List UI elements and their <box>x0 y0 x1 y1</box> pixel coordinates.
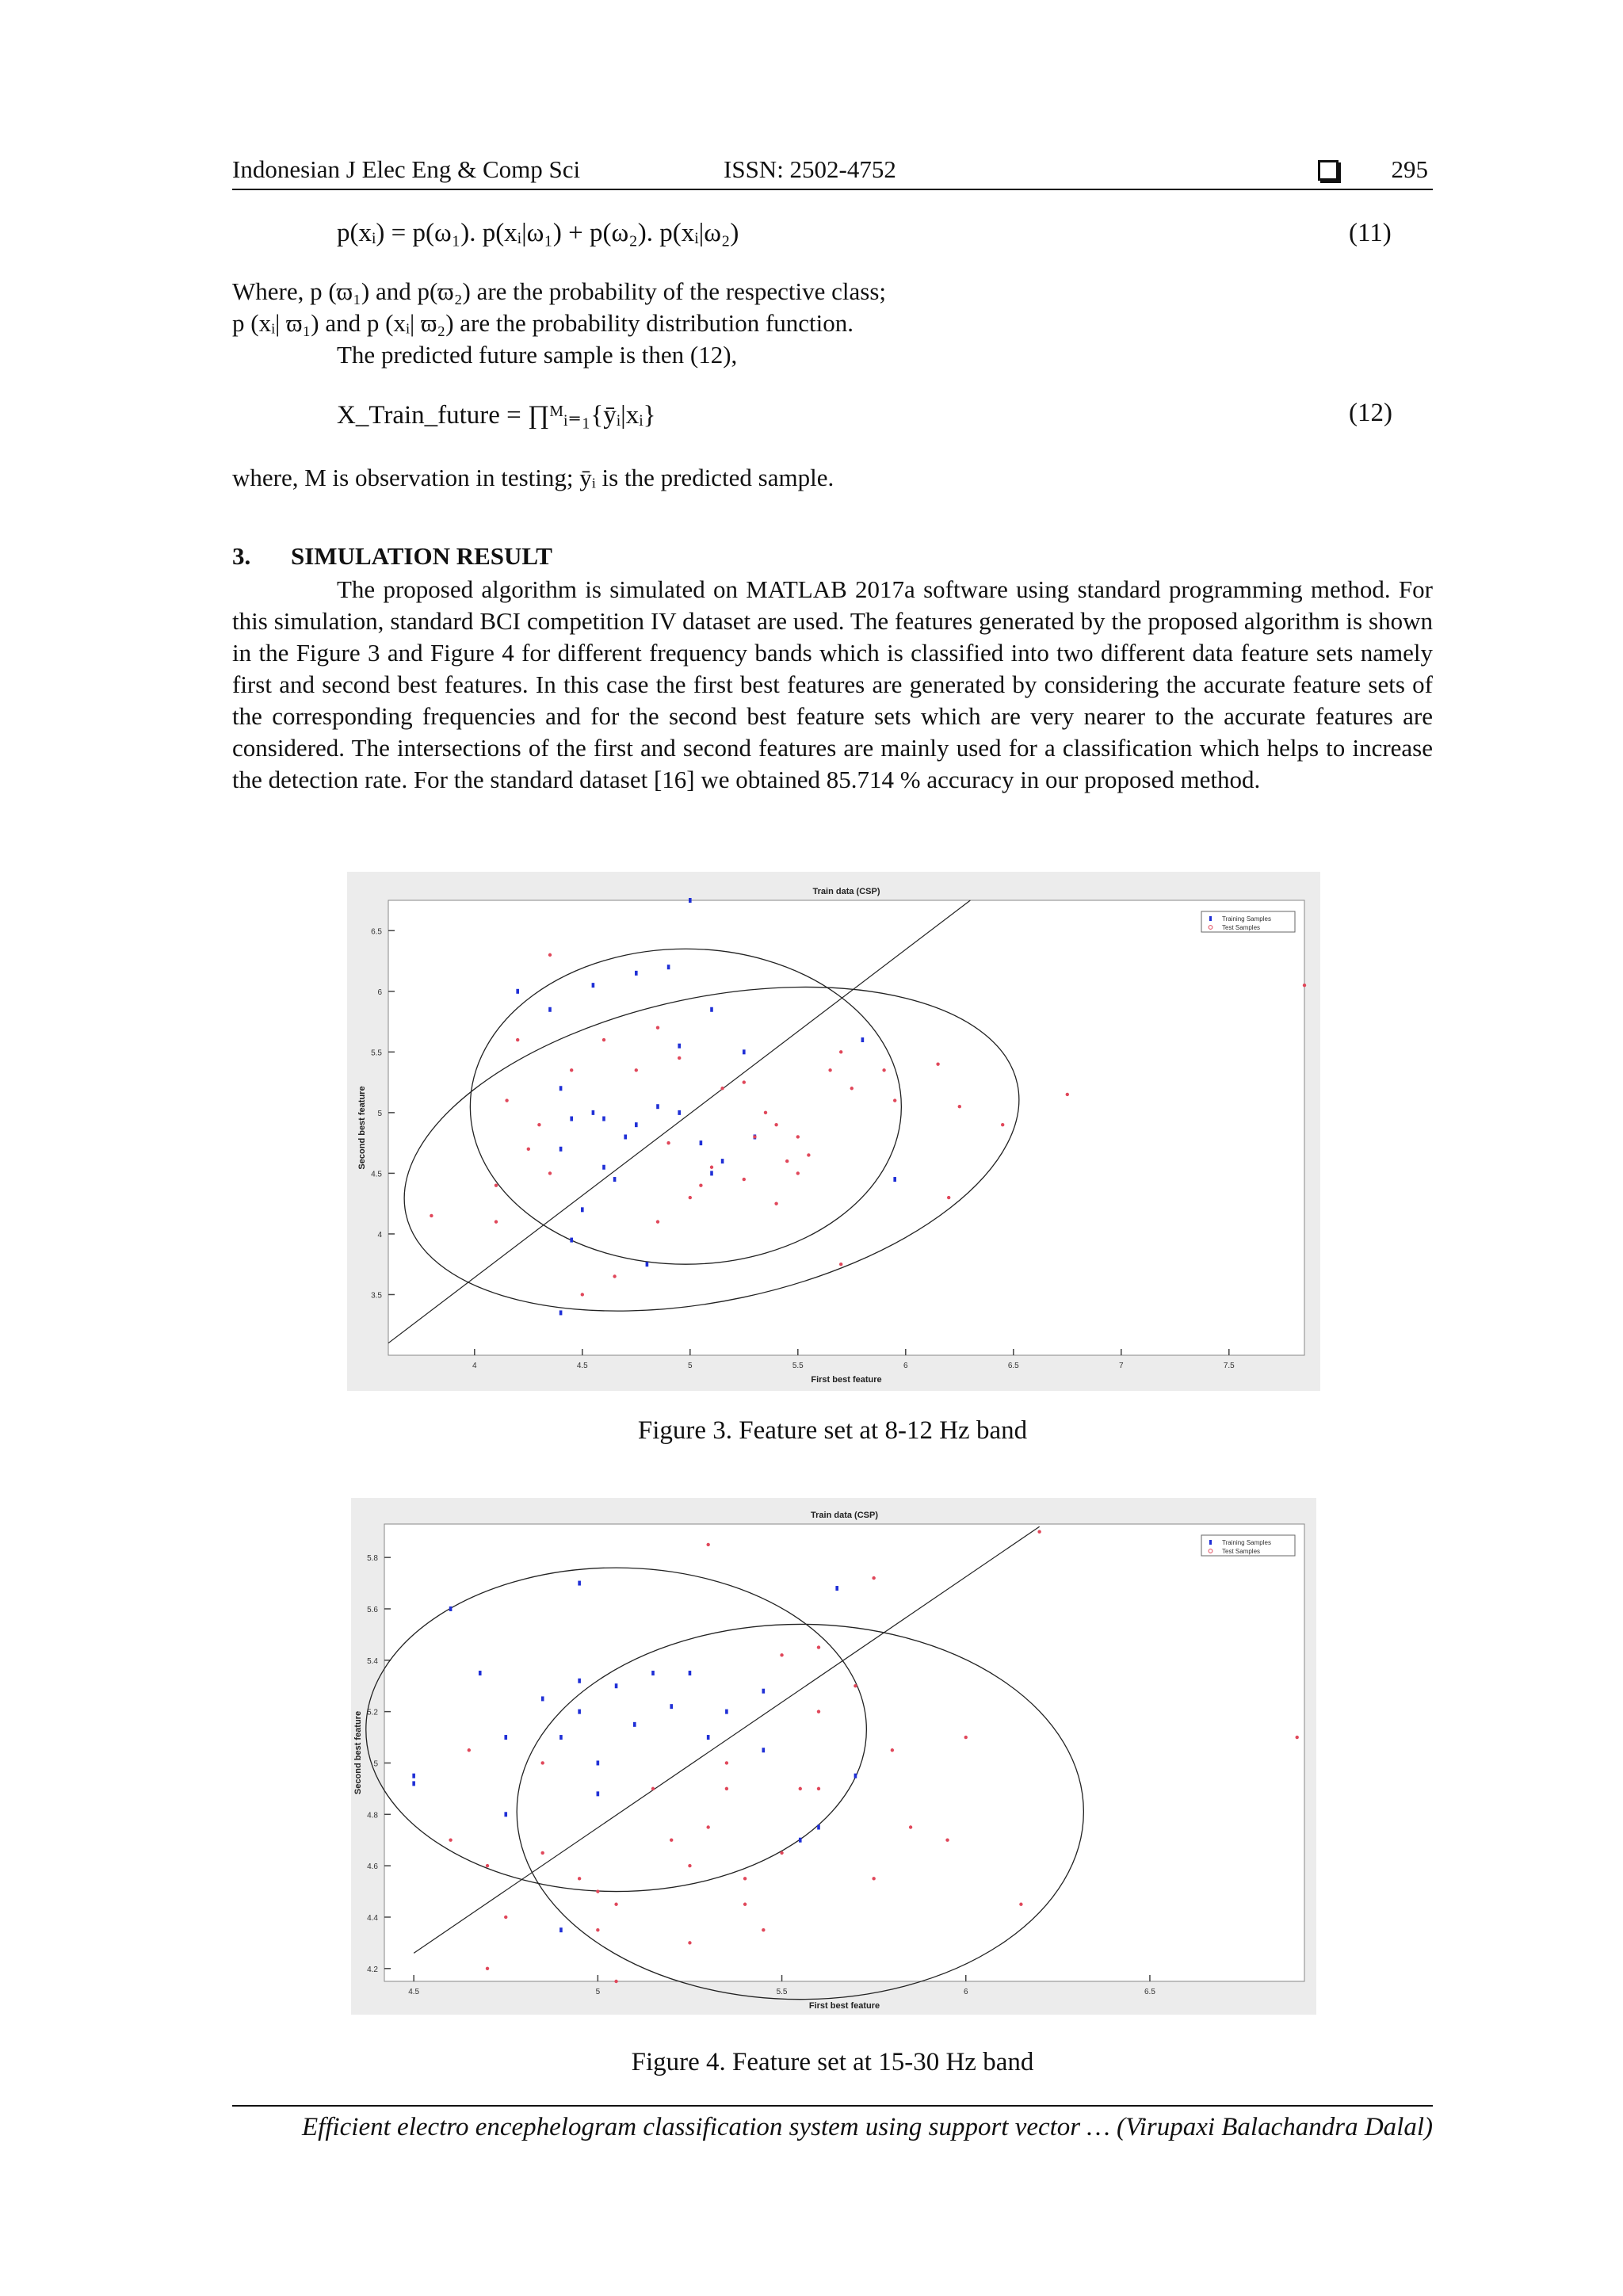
test-sample-point <box>548 1171 552 1175</box>
test-sample-point <box>614 1980 617 1983</box>
test-sample-point <box>706 1825 709 1828</box>
test-sample-point <box>936 1062 939 1065</box>
figure-4-caption: Figure 4. Feature set at 15-30 Hz band <box>631 2048 1034 2076</box>
y-tick-label: 6.5 <box>371 927 382 937</box>
test-sample-point <box>678 1056 681 1060</box>
test-sample-point <box>725 1761 728 1764</box>
test-sample-point <box>505 1098 508 1102</box>
section-paragraph <box>232 574 1433 796</box>
x-tick-label: 6.5 <box>1144 1988 1155 1996</box>
test-sample-point <box>958 1105 961 1108</box>
test-sample-point <box>725 1787 728 1790</box>
legend-training-marker <box>1209 916 1212 921</box>
issn: ISSN: 2502-4752 <box>724 155 896 183</box>
test-sample-point <box>850 1087 854 1090</box>
predicted-line: The predicted future sample is then (12), <box>337 341 738 369</box>
plot-area <box>384 1524 1304 1981</box>
footer-text: Efficient electro encephelogram classification system using support vector … (Virupaxi Balachandra Dalal) <box>302 2113 1433 2141</box>
x-axis-label: First best feature <box>808 2001 880 2011</box>
training-sample-point <box>548 1007 552 1012</box>
where-line-2: p (xᵢ| ϖ₁) and p (xᵢ| ϖ₂) are the probability distribution function. <box>232 309 854 337</box>
test-sample-point <box>548 953 552 957</box>
x-tick-label: 5 <box>595 1988 601 1996</box>
x-tick-label: 5.5 <box>776 1988 788 1996</box>
y-tick-label: 4 <box>377 1230 382 1240</box>
y-tick-label: 5.2 <box>367 1708 378 1717</box>
training-sample-point <box>570 1117 573 1121</box>
figure-3 <box>347 872 1320 1391</box>
training-sample-point <box>602 1165 605 1170</box>
test-sample-point <box>635 1068 638 1072</box>
training-sample-point <box>516 989 519 994</box>
y-tick-label: 5 <box>373 1759 378 1769</box>
x-tick-label: 4 <box>472 1362 477 1370</box>
x-tick-label: 4.5 <box>408 1988 420 1996</box>
test-sample-point <box>710 1166 713 1169</box>
training-sample-point <box>597 1791 600 1796</box>
test-sample-point <box>613 1274 616 1278</box>
training-sample-point <box>710 1171 713 1175</box>
test-sample-point <box>817 1787 820 1790</box>
test-sample-point <box>596 1928 599 1931</box>
figure-3-scatter-plot <box>347 872 1320 1391</box>
test-sample-point <box>785 1159 789 1163</box>
training-sample-point <box>578 1581 581 1586</box>
y-tick-label: 4.4 <box>367 1913 378 1923</box>
test-sample-point <box>537 1123 540 1126</box>
test-sample-point <box>581 1293 584 1296</box>
test-sample-point <box>527 1148 530 1151</box>
paragraph-text: The proposed algorithm is simulated on MATLAB 2017a software using standard programming method. For this simulation, standard BCI competition IV dataset are used. The features generated by the proposed algorithm is shown in the Figure 3 and Figure 4 for different frequency bands which is classified into two different data feature sets namely first and second best features. In this case the first best features are generated by considering the accurate feature sets of the corresponding frequencies and for the second best feature sets which are very nearer to the accurate features are considered. The intersections of the first and second features are mainly used for a classification which helps to increase the detection rate. For the standard dataset [16] we obtained 85.714 % accuracy in our proposed method. <box>232 575 1433 793</box>
test-sample-point <box>1296 1736 1299 1739</box>
test-sample-point <box>909 1825 912 1828</box>
test-sample-point <box>828 1068 831 1072</box>
training-sample-point <box>689 1671 692 1675</box>
square-icon <box>1318 160 1338 181</box>
test-sample-point <box>764 1111 767 1114</box>
training-sample-point <box>743 1049 746 1054</box>
training-sample-point <box>700 1140 703 1145</box>
test-sample-point <box>807 1153 810 1156</box>
training-sample-point <box>615 1683 618 1688</box>
test-sample-point <box>720 1087 724 1090</box>
test-sample-point <box>699 1184 702 1187</box>
test-sample-point <box>839 1050 842 1053</box>
training-sample-point <box>559 1927 563 1932</box>
journal-name: Indonesian J Elec Eng & Comp Sci <box>232 155 581 183</box>
training-sample-point <box>479 1671 482 1675</box>
test-sample-point <box>666 1141 670 1144</box>
y-tick-label: 5.4 <box>367 1656 378 1666</box>
page-number: 295 <box>1391 155 1428 183</box>
test-sample-point <box>468 1748 471 1752</box>
test-sample-point <box>504 1916 507 1919</box>
training-sample-point <box>592 1110 595 1115</box>
chart-title: Train data (CSP) <box>812 887 880 896</box>
test-sample-point <box>743 1877 747 1880</box>
x-tick-label: 7 <box>1119 1362 1124 1370</box>
test-sample-point <box>796 1171 800 1175</box>
legend-training-marker <box>1209 1540 1212 1545</box>
training-sample-point <box>635 1122 638 1127</box>
test-sample-point <box>947 1196 950 1199</box>
training-sample-point <box>578 1710 581 1714</box>
training-sample-point <box>633 1722 636 1727</box>
test-sample-point <box>486 1864 489 1867</box>
training-sample-point <box>667 965 670 969</box>
test-sample-point <box>486 1967 489 1970</box>
test-sample-point <box>872 1877 875 1880</box>
test-sample-point <box>1066 1093 1069 1096</box>
test-sample-point <box>796 1135 800 1138</box>
test-sample-point <box>656 1220 659 1223</box>
y-tick-label: 5 <box>377 1109 382 1118</box>
where-line-3: where, M is observation in testing; ȳᵢ is the predicted sample. <box>232 464 834 491</box>
training-sample-point <box>762 1689 766 1694</box>
training-sample-point <box>678 1110 681 1115</box>
training-sample-point <box>559 1310 563 1315</box>
section-title: SIMULATION RESULT <box>291 542 552 570</box>
training-sample-point <box>854 1774 857 1778</box>
test-sample-point <box>839 1263 842 1266</box>
plot-area <box>388 900 1304 1355</box>
test-sample-point <box>799 1787 802 1790</box>
training-sample-point <box>670 1704 673 1709</box>
training-sample-point <box>559 1147 563 1152</box>
training-sample-point <box>578 1679 581 1683</box>
equation-11-number: (11) <box>1349 219 1392 247</box>
test-sample-point <box>817 1645 820 1648</box>
y-tick-label: 4.5 <box>371 1170 382 1179</box>
equation-12: X_Train_future = ∏ᴹᵢ₌₁{ȳᵢ|xᵢ} <box>337 401 656 430</box>
equation-11: p(xᵢ) = p(ω₁). p(xᵢ|ω₁) + p(ω₂). p(xᵢ|ω₂) <box>337 219 739 247</box>
test-sample-point <box>430 1214 433 1217</box>
test-sample-point <box>753 1135 756 1138</box>
training-sample-point <box>725 1710 728 1714</box>
test-sample-point <box>596 1889 599 1893</box>
test-sample-point <box>817 1710 820 1713</box>
legend-label: Training Samples <box>1222 915 1271 923</box>
test-sample-point <box>762 1928 765 1931</box>
training-sample-point <box>613 1177 617 1182</box>
where-line-1: Where, p (ϖ₁) and p(ϖ₂) are the probability of the respective class; <box>232 277 887 305</box>
figure-4 <box>351 1498 1316 2015</box>
x-axis-label: First best feature <box>811 1375 882 1385</box>
running-header <box>232 154 1433 190</box>
test-sample-point <box>706 1543 709 1546</box>
test-sample-point <box>743 1080 746 1083</box>
training-sample-point <box>541 1696 544 1701</box>
test-sample-point <box>964 1736 968 1739</box>
y-tick-label: 3.5 <box>371 1291 382 1301</box>
test-sample-point <box>743 1178 746 1181</box>
running-footer <box>232 2105 1433 2142</box>
training-sample-point <box>893 1177 896 1182</box>
test-sample-point <box>774 1201 777 1205</box>
test-sample-point <box>670 1839 673 1842</box>
test-sample-point <box>780 1653 783 1656</box>
training-sample-point <box>624 1134 627 1139</box>
training-sample-point <box>635 971 638 976</box>
training-sample-point <box>646 1262 649 1266</box>
test-sample-point <box>1037 1530 1041 1534</box>
y-tick-label: 4.8 <box>367 1811 378 1820</box>
training-sample-point <box>412 1781 415 1786</box>
training-sample-point <box>412 1774 415 1778</box>
figure-4-scatter-plot <box>351 1498 1316 2015</box>
legend-label: Test Samples <box>1222 924 1261 931</box>
training-sample-point <box>559 1735 563 1740</box>
training-sample-point <box>581 1207 584 1212</box>
test-sample-point <box>774 1123 777 1126</box>
test-sample-point <box>540 1761 544 1764</box>
training-sample-point <box>835 1586 838 1591</box>
training-sample-point <box>449 1606 453 1611</box>
training-sample-point <box>721 1159 724 1163</box>
equation-12-number: (12) <box>1349 399 1392 427</box>
x-tick-label: 6.5 <box>1007 1362 1019 1370</box>
test-sample-point <box>1303 984 1306 987</box>
test-sample-point <box>743 1903 747 1906</box>
test-sample-point <box>614 1903 617 1906</box>
test-sample-point <box>516 1038 519 1041</box>
x-tick-label: 6 <box>903 1362 908 1370</box>
test-sample-point <box>882 1068 885 1072</box>
y-tick-label: 6 <box>377 988 382 997</box>
test-sample-point <box>1001 1123 1004 1126</box>
x-tick-label: 7.5 <box>1223 1362 1235 1370</box>
y-tick-label: 4.6 <box>367 1862 378 1872</box>
test-sample-point <box>449 1839 452 1842</box>
training-sample-point <box>651 1671 655 1675</box>
training-sample-point <box>656 1104 659 1109</box>
test-sample-point <box>495 1220 498 1223</box>
y-tick-label: 5.6 <box>367 1605 378 1614</box>
test-sample-point <box>651 1787 655 1790</box>
test-sample-point <box>945 1839 949 1842</box>
x-tick-label: 5.5 <box>792 1362 804 1370</box>
test-sample-point <box>570 1068 573 1072</box>
training-sample-point <box>570 1238 573 1243</box>
training-sample-point <box>504 1812 507 1817</box>
test-sample-point <box>1019 1903 1022 1906</box>
training-sample-point <box>592 983 595 988</box>
test-sample-point <box>602 1038 605 1041</box>
test-sample-point <box>688 1864 691 1867</box>
test-sample-point <box>893 1098 896 1102</box>
test-sample-point <box>854 1684 857 1687</box>
training-sample-point <box>602 1117 605 1121</box>
training-sample-point <box>799 1838 802 1843</box>
test-sample-point <box>656 1026 659 1030</box>
training-sample-point <box>504 1735 507 1740</box>
x-tick-label: 4.5 <box>576 1362 588 1370</box>
test-sample-point <box>872 1576 875 1580</box>
training-sample-point <box>689 898 692 903</box>
test-sample-point <box>688 1941 691 1944</box>
figure-3-caption: Figure 3. Feature set at 8-12 Hz band <box>637 1416 1028 1445</box>
test-sample-point <box>780 1851 783 1855</box>
training-sample-point <box>559 1086 563 1091</box>
y-axis-label: Second best feature <box>357 1086 367 1170</box>
y-tick-label: 5.5 <box>371 1049 382 1058</box>
x-tick-label: 6 <box>963 1988 968 1996</box>
test-sample-point <box>540 1851 544 1855</box>
training-sample-point <box>762 1748 766 1752</box>
training-sample-point <box>707 1735 710 1740</box>
legend-label: Training Samples <box>1222 1539 1271 1546</box>
training-sample-point <box>861 1037 865 1042</box>
training-sample-point <box>678 1044 681 1049</box>
test-sample-point <box>578 1877 581 1880</box>
test-sample-point <box>891 1748 894 1752</box>
test-sample-point <box>495 1184 498 1187</box>
y-tick-label: 4.2 <box>367 1965 378 1974</box>
training-sample-point <box>597 1760 600 1765</box>
y-tick-label: 5.8 <box>367 1554 378 1564</box>
x-tick-label: 5 <box>688 1362 693 1370</box>
legend-label: Test Samples <box>1222 1548 1261 1555</box>
training-sample-point <box>817 1825 820 1830</box>
training-sample-point <box>710 1007 713 1012</box>
section-number: 3. <box>232 542 251 570</box>
y-axis-label: Second best feature <box>353 1710 363 1795</box>
test-sample-point <box>689 1196 692 1199</box>
chart-title: Train data (CSP) <box>811 1511 878 1520</box>
